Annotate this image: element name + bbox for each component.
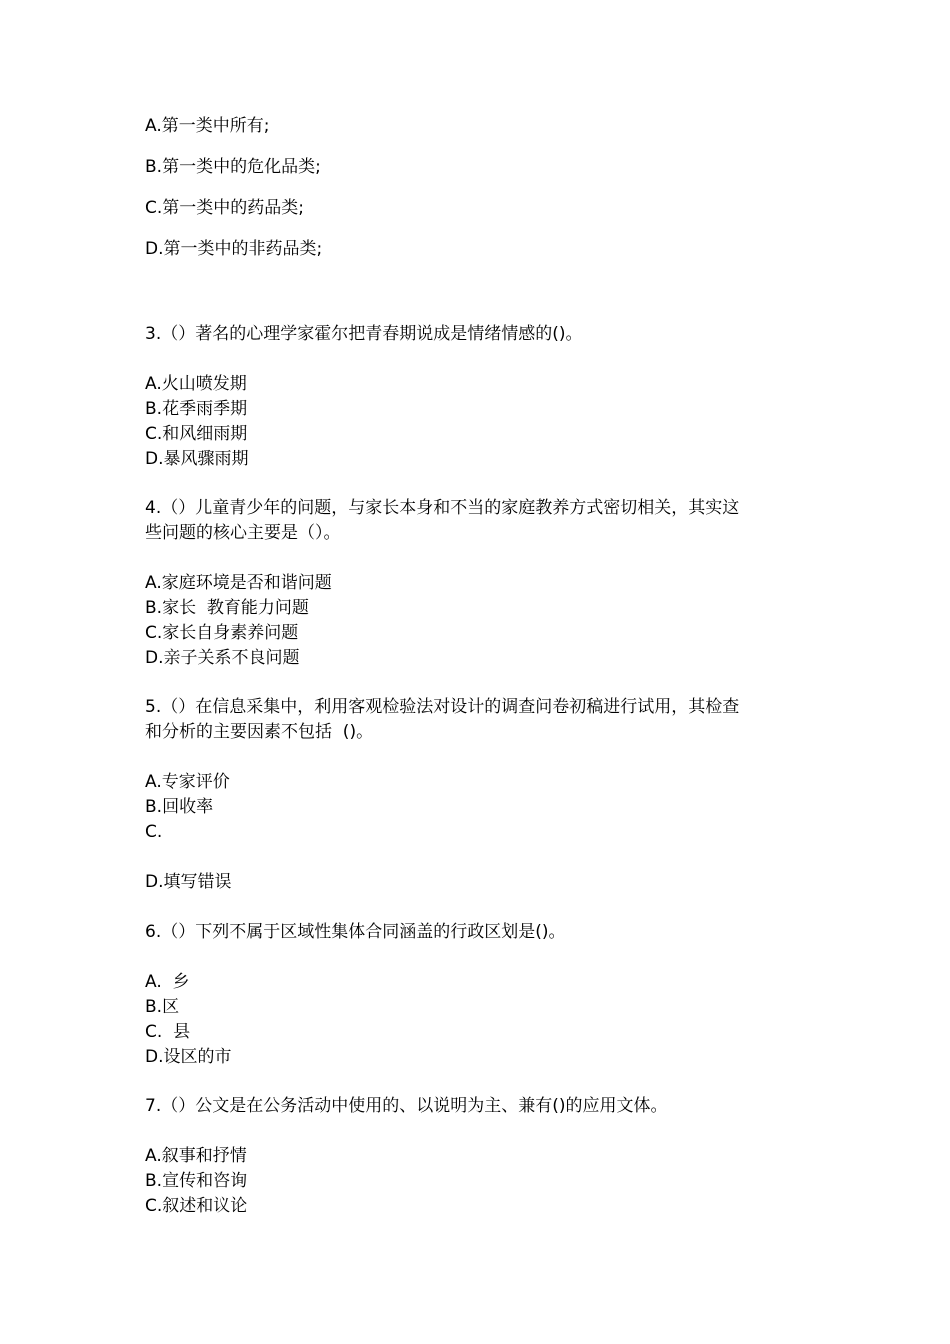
q5-option-c: C. xyxy=(145,822,163,842)
q4-stem-line-1: 4.（）儿童青少年的问题，与家长本身和不当的家庭教养方式密切相关，其实这 xyxy=(145,498,740,518)
q3-option-d: D.暴风骤雨期 xyxy=(145,449,249,469)
q6-stem: 6.（）下列不属于区域性集体合同涵盖的行政区划是()。 xyxy=(145,922,566,942)
q4-option-b: B.家长 教育能力问题 xyxy=(145,598,309,618)
q5-option-d: D.填写错误 xyxy=(145,872,232,892)
q4-stem-line-2: 些问题的核心主要是（）。 xyxy=(145,523,341,543)
q6-option-a: A. 乡 xyxy=(145,972,190,992)
q3-option-b: B.花季雨季期 xyxy=(145,399,248,419)
q6-option-c: C. 县 xyxy=(145,1022,191,1042)
q5-stem-line-1: 5.（）在信息采集中，利用客观检验法对设计的调查问卷初稿进行试用，其检查 xyxy=(145,697,740,717)
q5-stem-line-2: 和分析的主要因素不包括 ()。 xyxy=(145,722,374,742)
q2-option-a: A.第一类中所有; xyxy=(145,116,270,136)
q7-option-b: B.宣传和咨询 xyxy=(145,1171,248,1191)
q7-option-c: C.叙述和议论 xyxy=(145,1196,248,1216)
q5-option-b: B.回收率 xyxy=(145,797,214,817)
q3-stem: 3.（）著名的心理学家霍尔把青春期说成是情绪情感的()。 xyxy=(145,324,583,344)
q3-option-c: C.和风细雨期 xyxy=(145,424,248,444)
q4-option-c: C.家长自身素养问题 xyxy=(145,623,299,643)
q2-option-d: D.第一类中的非药品类; xyxy=(145,239,323,259)
q5-option-a: A.专家评价 xyxy=(145,772,230,792)
q6-option-b: B.区 xyxy=(145,997,180,1017)
q7-option-a: A.叙事和抒情 xyxy=(145,1146,247,1166)
q7-stem: 7.（）公文是在公务活动中使用的、以说明为主、兼有()的应用文体。 xyxy=(145,1096,668,1116)
q2-option-b: B.第一类中的危化品类; xyxy=(145,157,321,177)
q3-option-a: A.火山喷发期 xyxy=(145,374,247,394)
q6-option-d: D.设区的市 xyxy=(145,1047,232,1067)
q2-option-c: C.第一类中的药品类; xyxy=(145,198,305,218)
q4-option-a: A.家庭环境是否和谐问题 xyxy=(145,573,332,593)
q4-option-d: D.亲子关系不良问题 xyxy=(145,648,300,668)
